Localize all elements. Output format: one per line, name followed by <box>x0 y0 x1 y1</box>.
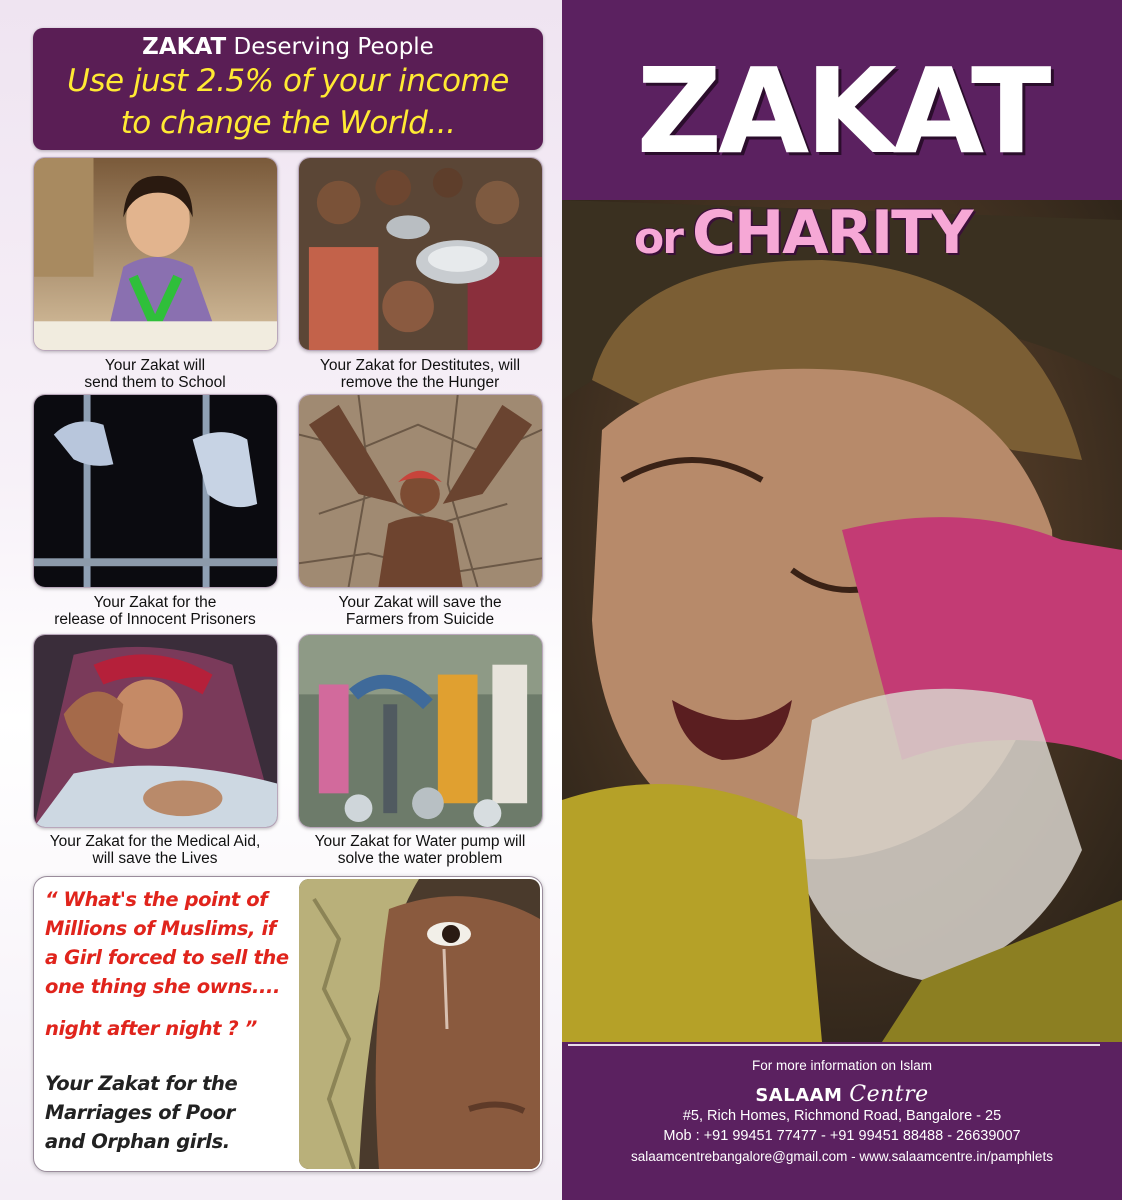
quote-line: a Girl forced to sell the <box>45 946 289 969</box>
caption-medical <box>25 833 285 867</box>
caption-line: Your Zakat for Destitutes, will <box>319 357 521 374</box>
caption-school <box>25 357 285 391</box>
logo-centre: Centre <box>849 1082 929 1107</box>
quote-subtext <box>45 1069 295 1156</box>
photo-school-girl <box>33 157 278 351</box>
caption-prisoners <box>25 594 285 628</box>
caption-line: send them to School <box>84 374 226 391</box>
right-panel <box>562 0 1122 1200</box>
header-rest: Deserving People <box>226 34 434 60</box>
caption-line: solve the water problem <box>337 850 503 867</box>
footer-address: #5, Rich Homes, Richmond Road, Bangalore - 25 <box>682 1108 1002 1124</box>
quote-sub-line: Your Zakat for the <box>45 1072 238 1095</box>
caption-line: release of Innocent Prisoners <box>54 611 256 628</box>
quote-line: Millions of Muslims, if <box>45 917 276 940</box>
footer-phone: Mob : +91 99451 77477 - +91 99451 88488 - 26639007 <box>663 1128 1021 1144</box>
quote-sub-line: and Orphan girls. <box>45 1130 230 1153</box>
contact-footer <box>562 1042 1122 1200</box>
caption-line: Your Zakat will save the <box>338 594 502 611</box>
caption-line: Your Zakat for the <box>93 594 217 611</box>
photo-crying-child <box>562 200 1122 1042</box>
footer-info: For more information on Islam <box>751 1058 933 1073</box>
photo-crying-girl <box>299 879 540 1169</box>
caption-water <box>290 833 550 867</box>
caption-farmers <box>290 594 550 628</box>
quote-line: “ What's the point of <box>45 888 268 911</box>
caption-line: Your Zakat will <box>104 357 206 374</box>
photo-hunger-children <box>298 157 543 351</box>
title-charity: CHARITY <box>691 198 972 268</box>
caption-line: Your Zakat for Water pump will <box>314 833 526 850</box>
caption-line: Farmers from Suicide <box>345 611 495 628</box>
quote-text <box>45 885 305 1001</box>
header-banner <box>33 28 543 150</box>
caption-line: will save the Lives <box>92 850 218 867</box>
header-line-2: Use just 2.5% of your income <box>67 63 509 99</box>
footer-web: salaamcentrebangalore@gmail.com - www.salaamcentre.in/pamphlets <box>631 1149 1053 1164</box>
logo-salaam: SALAAM <box>755 1085 843 1106</box>
header-line-3: to change the World... <box>120 105 456 141</box>
caption-line: remove the the Hunger <box>340 374 500 391</box>
caption-line: Your Zakat for the Medical Aid, <box>49 833 261 850</box>
title-or: or <box>634 213 682 264</box>
quote-last-line: night after night ? ” <box>45 1017 257 1040</box>
title-or-charity <box>634 198 972 268</box>
quote-box <box>33 876 543 1172</box>
photo-water-pump <box>298 634 543 828</box>
header-line-1 <box>33 34 543 60</box>
photo-medical-aid <box>33 634 278 828</box>
quote-line: one thing she owns.... <box>45 975 281 998</box>
salaam-centre-logo <box>562 1082 1122 1107</box>
header-zakat-word: ZAKAT <box>142 34 227 60</box>
photo-prison-bars <box>33 394 278 588</box>
footer-divider <box>568 1044 1100 1046</box>
photo-farmer-drought <box>298 394 543 588</box>
caption-hunger <box>290 357 550 391</box>
title-zakat: ZAKAT <box>636 42 1048 180</box>
quote-sub-line: Marriages of Poor <box>45 1101 235 1124</box>
